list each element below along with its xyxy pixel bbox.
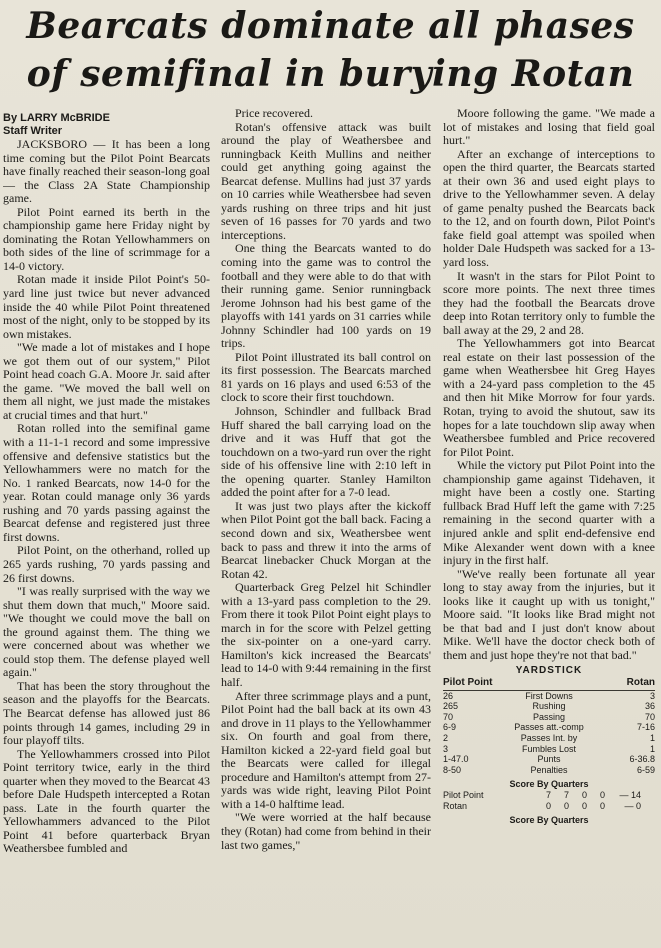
yardstick-rows [443, 691, 655, 776]
yardstick-cell-m: Penalties [530, 764, 568, 775]
score-cell-q4: 0 [599, 800, 605, 811]
paragraph: "We were worried at the half because they (Rotan) had come from behind in their last two games," [221, 810, 431, 852]
headline [0, 0, 661, 98]
byline-author: By LARRY McBRIDE [3, 112, 110, 124]
paragraph: Pilot Point illustrated its ball control on its first possession. The Bearcats marched 81 yards on 16 plays and used 6:53 of the clock to score their first touchdown. [221, 349, 431, 405]
yardstick-row [443, 765, 655, 776]
yardstick-cell-r: 3 [649, 690, 655, 701]
score-cell-q4: 0 [599, 789, 605, 800]
score-cell-team: Pilot Point [443, 789, 484, 800]
yardstick-cell-r: 1 [649, 743, 655, 754]
yardstick-row [443, 733, 655, 744]
score-cell-q2: 0 [563, 800, 569, 811]
paragraph: After an exchange of interceptions to open the third quarter, the Bearcats started at their own 36 and used eight plays to drive to the Yellowhammer seven. A delay of game penalty pushed the Bearcats back to the 12, and on fourth down, Pilot Point's fake field goal attempt was spoiled when holder Dale Hudspeth was sacked for a 13-yard loss. [443, 146, 655, 270]
score-by-quarters-title-2: Score By Quarters [509, 815, 589, 826]
score-cell-q1: 0 [545, 800, 551, 811]
paragraph: Pilot Point earned its berth in the championship game here Friday night by dominating the Rotan Yellowhammers on both sides of the line of scrimmage for a 14-0 victory. [3, 204, 210, 273]
score-cell-q3: 0 [581, 800, 587, 811]
yardstick-cell-m: Passes att.-comp [514, 722, 584, 733]
score-cell-team: Rotan [443, 800, 468, 811]
yardstick-box [443, 666, 655, 825]
yardstick-cell-l: 26 [443, 690, 454, 701]
yardstick-cell-m: Rushing [532, 701, 566, 712]
column-3-body [443, 107, 655, 662]
yardstick-cell-l: 3 [443, 743, 449, 754]
paragraph: Rotan made it inside Pilot Point's 50-yard line just twice but never advanced inside the 40 while Pilot Point threatened most of the night, only to be stopped by its own mistakes. [3, 272, 210, 341]
yardstick-cell-r: 7-16 [636, 722, 655, 733]
yardstick-cell-r: 70 [644, 711, 655, 722]
yardstick-row [443, 701, 655, 712]
yardstick-cell-m: Passes Int. by [520, 732, 578, 743]
score-by-quarters-title: Score By Quarters [509, 779, 589, 790]
score-cell-total: — 0 [624, 800, 641, 811]
paragraph: Price recovered. [235, 107, 313, 120]
yardstick-cell-r: 6-36.8 [629, 754, 655, 765]
yardstick-header [443, 678, 655, 691]
score-cell-q3: 0 [581, 789, 587, 800]
score-cell-q1: 7 [545, 789, 551, 800]
yardstick-row [443, 754, 655, 765]
paragraph: Rotan's offensive attack was built around the play of Weathersbee and runningback Keith Mullins and neither could get anything going against the Bearcat defense. Mullins had just 37 yards on 10 carries while Weathersbee had seven yards rushing on three trips and hit just seven of 16 passes for 70 yards and two interceptions. [221, 119, 431, 242]
score-row [443, 801, 655, 812]
paragraph: Pilot Point, on the otherhand, rolled up 265 yards rushing, 70 yards passing and 26 first downs. [3, 543, 210, 585]
column-2-body [221, 107, 431, 852]
score-row [443, 790, 655, 801]
paragraph: "We've really been fortunate all year long to stay away from the injuries, but it looks like it caught up with us tonight," Moore said. "It looks like Brad might not be that bad and I just don't know about Mike. We'll have the doctor check both of them and just hope they're not that bad." [443, 566, 655, 662]
score-cell-total: — 14 [619, 789, 641, 800]
yardstick-cell-l: 70 [443, 711, 454, 722]
paragraph: It wasn't in the stars for Pilot Point to score more points. The next three times they had the football the Bearcats drove deep into Rotan territory only to fumble the ball away at the 29, 2 and 28. [443, 268, 655, 337]
yardstick-cell-l: 8-50 [443, 764, 462, 775]
paragraph: Quarterback Greg Pelzel hit Schindler with a 13-yard pass completion to the 29. From there it took Pilot Point eight plays to march in for the score with Pelzel getting the six-pointer on a one-yard carry. Hamilton's kick increased the Bearcats' lead to 14-0 with 9:44 remaining in the first half. [221, 580, 431, 689]
yardstick-row [443, 744, 655, 755]
yardstick-row [443, 691, 655, 702]
score-cell-q2: 7 [563, 789, 569, 800]
article-column-1 [3, 112, 210, 948]
yardstick-row [443, 722, 655, 733]
paragraph: "I was really surprised with the way we shut them down that much," Moore said. "We thought we could move the ball on the ground against them. The thing we were concerned about was whether we could stop them. The defense played well again." [3, 584, 210, 680]
paragraph: "We made a lot of mistakes and I hope we got them out of our system," Pilot Point head coach G.A. Moore Jr. said after the game. "We moved the ball well on them all night, we just made the mistakes at crucial times and that hurt." [3, 340, 210, 422]
paragraph: The Yellowhammers got into Bearcat real estate on their last possession of the game when Weathersbee hit Greg Hayes with a 24-yard pass completion to the 45 and then hit Mike Morrow for four yards. Rotan, trying to avoid the shutout, saw its hopes for a late touchdown slip away when Weathersbee fumbled and Price recovered for Pilot Point. [443, 336, 655, 459]
yardstick-row [443, 712, 655, 723]
yardstick-cell-l: 2 [443, 732, 449, 743]
yardstick-cell-l: 265 [443, 701, 459, 712]
paragraph: That has been the story throughout the season and the playoffs for the Bearcats. The Bearcat defense has allowed just 86 points through 14 games, including 29 in four playoff tilts. [3, 678, 210, 748]
paragraph: One thing the Bearcats wanted to do coming into the game was to control the football and they were able to do that with their running game. Senior runningback Jerome Johnson had his best game of the playoffs with 141 yards on 31 carries while Johnny Schindler had 100 yards on 19 trips. [221, 241, 431, 351]
yardstick-cell-m: First Downs [525, 690, 573, 701]
yardstick-cell-l: 1-47.0 [443, 754, 469, 765]
article-column-3 [443, 107, 655, 943]
yardstick-cell-m: Passing [532, 711, 566, 722]
yardstick-cell-m: Punts [537, 754, 561, 765]
yardstick-cell-r: 36 [644, 701, 655, 712]
headline-line-1: Bearcats dominate all phases [26, 5, 635, 47]
paragraph: While the victory put Pilot Point into the championship game against Tidehaven, it might have been a costly one. Starting fullback Brad Huff left the game with 7:25 remaining in the second quarter with a injured ankle and split end-defensive end Mike Alexander went down with a knee injury in the first half. [443, 458, 655, 568]
yardstick-title: YARDSTICK [515, 665, 583, 677]
yardstick-right-team: Rotan [626, 677, 655, 689]
byline-title: Staff Writer [3, 125, 63, 137]
yardstick-cell-r: 1 [649, 732, 655, 743]
article-column-2 [221, 107, 431, 943]
paragraph: Rotan rolled into the semifinal game with a 11-1-1 record and some impressive offensive and defensive statistics but the Yellowhammers were no match for the No. 1 ranked Bearcats, now 14-0 for the year. Rotan could manage only 36 yards rushing and 70 yards passing against the Bearcat defense and registered just three first downs. [3, 421, 210, 544]
paragraph: Moore following the game. "We made a lot of mistakes and losing that field goal hurt." [443, 107, 655, 148]
yardstick-left-team: Pilot Point [443, 677, 493, 689]
paragraph: After three scrimmage plays and a punt, Pilot Point had the ball back at its own 43 and drove in 11 plays to the Yellowhammer six. On fourth and goal from there, Hamilton kicked a 22-yard field goal but the Bearcats were called for illegal procedure and Hamilton's attempt from 27-yards was wide right, leaving Pilot Point with a 14-0 halftime lead. [221, 688, 431, 811]
paragraph: JACKSBORO — It has been a long time coming but the Pilot Point Bearcats have finally reached their season-long goal — the Class 2A State Championship game. [3, 137, 210, 206]
headline-line-2: of semifinal in burying Rotan [26, 53, 635, 95]
column-1-body [3, 138, 210, 856]
paragraph: Johnson, Schindler and fullback Brad Huff shared the ball carrying load on the drive and it was Huff that got the touchdown on a two-yard run over the right side of his offensive line with 2:10 left in the opening quarter. Stanley Hamilton added the point after for a 7-0 lead. [221, 404, 431, 500]
yardstick-cell-m: Fumbles Lost [521, 743, 577, 754]
yardstick-cell-r: 6-59 [636, 764, 655, 775]
paragraph: It was just two plays after the kickoff when Pilot Point got the ball back. Facing a second down and six, Weathersbee went back to pass and threw it into the arms of Bearcat linebacker Chuck Morgan at the Rotan 42. [221, 498, 431, 581]
yardstick-cell-l: 6-9 [443, 722, 457, 733]
paragraph: The Yellowhammers crossed into Pilot Point territory twice, early in the third quarter when they moved to the Bearcat 43 before Dale Hudspeth intercepted a Rotan pass. Late in the fourth quarter the Yellowhammers advanced to the Pilot Point 41 before quarterback Bryan Weathersbee fumbled and [3, 746, 210, 856]
score-rows [443, 790, 655, 811]
